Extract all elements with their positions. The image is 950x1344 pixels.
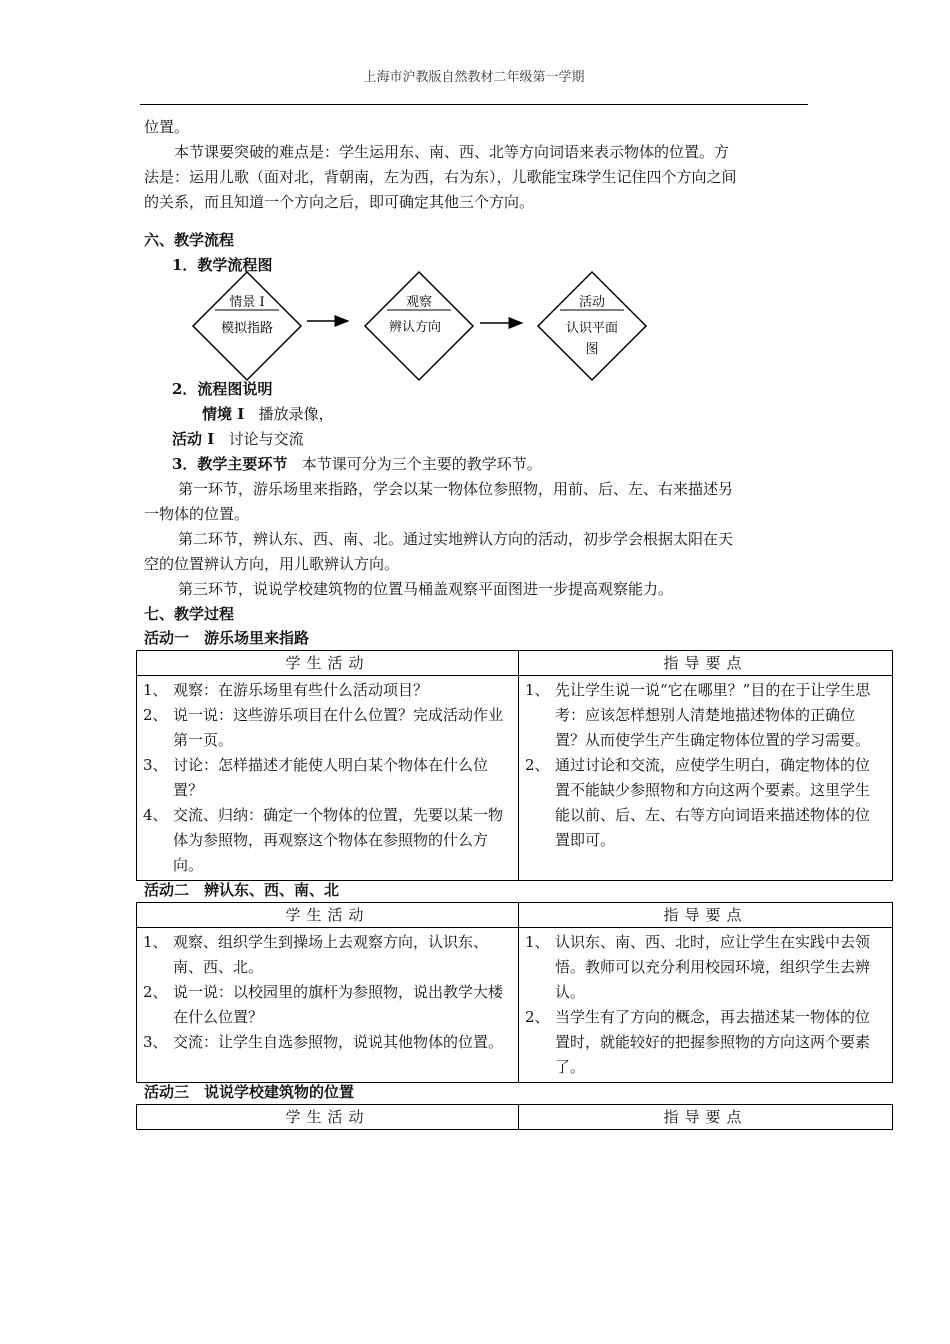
- flowchart-explain-heading: 2．流程图说明: [172, 380, 273, 398]
- step-2-line-1: 第二环节，辨认东、西、南、北。通过实地辨认方向的活动，初步学会根据太阳在天: [178, 530, 734, 548]
- activity-1-student-cell: [137, 676, 519, 881]
- activity-2-col-student: 学生活动: [137, 903, 519, 928]
- flow-node-1-top: 情景 I: [229, 295, 265, 310]
- activity-3-col-student: 学生活动: [137, 1105, 519, 1130]
- list-item: 2、 通过讨论和交流，应使学生明白，确定物体的位置不能缺少参照物和方向这两个要素。这里学生能以前、后、左、右等方向词语来描述物体的位置即可。: [525, 756, 871, 849]
- step-2-line-2: 空的位置辨认方向，用儿歌辨认方向。: [144, 555, 400, 573]
- main-steps: [172, 454, 542, 474]
- list-item: 2、 说一说：这些游乐项目在什么位置？完成活动作业第一页。: [143, 706, 504, 749]
- teaching-flowchart: [185, 268, 655, 384]
- flow-node-3: [538, 272, 646, 380]
- main-steps-heading: 3．教学主要环节: [172, 455, 288, 473]
- flow-node-3-top: 活动: [578, 295, 606, 310]
- flow-node-2: [365, 272, 473, 380]
- activity-3-col-guide: 指导要点: [519, 1105, 893, 1130]
- list-item: 2、 当学生有了方向的概念，再去描述某一物体的位置时，就能较好的把握参照物的方向这两个要素了。: [525, 1008, 871, 1076]
- activity-1-col-guide: 指导要点: [519, 651, 893, 676]
- flow-desc-1: [202, 404, 334, 424]
- flow-desc-1-label: 情境 I: [202, 405, 245, 423]
- section6-title: 六、教学流程: [144, 231, 235, 249]
- list-item: 3、 讨论：怎样描述才能使人明白某个物体在什么位置？: [143, 756, 489, 799]
- flow-node-1-bottom: 模拟指路: [220, 321, 274, 336]
- flowchart-heading: 1．教学流程图: [172, 256, 273, 274]
- activity-1-title: 活动一 游乐场里来指路: [144, 629, 310, 647]
- flow-node-3-bottom: 认识平面: [565, 321, 619, 336]
- activity-2-student-cell: [137, 928, 519, 1083]
- list-item: 1、 观察：在游乐场里有些什么活动项目？: [143, 681, 429, 699]
- list-item: 3、 交流：让学生自选参照物，说说其他物体的位置。: [143, 1033, 504, 1051]
- flow-node-1: [193, 272, 301, 380]
- intro-line-3: 法是：运用儿歌（面对北，背朝南，左为西，右为东），儿歌能宝珠学生记住四个方向之间: [144, 168, 737, 186]
- flow-node-2-bottom: 辨认方向: [388, 320, 442, 335]
- flow-desc-2: [172, 429, 304, 449]
- flow-node-2-top: 观察: [405, 295, 433, 310]
- list-item: 4、 交流、归纳：确定一个物体的位置，先要以某一物体为参照物，再观察这个物体在参照物的什么方向。: [143, 806, 504, 874]
- flow-desc-2-label: 活动 I: [172, 430, 215, 448]
- activity-3-title: 活动三 说说学校建筑物的位置: [144, 1083, 355, 1101]
- main-steps-text: 本节课可分为三个主要的教学环节。: [301, 455, 542, 473]
- list-item: 1、 先让学生说一说“它在哪里？”目的在于让学生思考：应该怎样想别人清楚地描述物体的正确位置？从而使学生产生确定物体位置的学习需要。: [525, 681, 871, 749]
- list-item: 1、 认识东、南、西、北时，应让学生在实践中去领悟。教师可以充分利用校园环境，组织学生去辨认。: [525, 933, 871, 1001]
- section7-title: 七、教学过程: [144, 605, 235, 623]
- page-header: 上海市沪教版自然教材二年级第一学期: [363, 70, 585, 85]
- step-3-line: 第三环节，说说学校建筑物的位置马桶盖观察平面图进一步提高观察能力。: [178, 580, 674, 598]
- intro-line-2: 本节课要突破的难点是：学生运用东、南、西、北等方向词语来表示物体的位置。方: [174, 143, 730, 161]
- activity-1-col-student: 学生活动: [137, 651, 519, 676]
- activity-1-guide-cell: [519, 676, 893, 881]
- intro-line-4: 的关系，而且知道一个方向之后，即可确定其他三个方向。: [144, 193, 535, 211]
- flow-desc-2-text: 讨论与交流: [228, 430, 304, 448]
- activity-2-guide-cell: [519, 928, 893, 1083]
- activity-2-title: 活动二 辨认东、西、南、北: [144, 881, 340, 899]
- list-item: 2、 说一说：以校园里的旗杆为参照物，说出教学大楼在什么位置？: [143, 983, 504, 1026]
- flow-desc-1-text: 播放录像，: [258, 405, 334, 423]
- list-item: 1、 观察、组织学生到操场上去观察方向，认识东、南、西、北。: [143, 933, 489, 976]
- activity-2-col-guide: 指导要点: [519, 903, 893, 928]
- step-1-line-1: 第一环节，游乐场里来指路，学会以某一物体位参照物，用前、后、左、右来描述另: [178, 480, 734, 498]
- intro-line-1: 位置。: [144, 118, 190, 136]
- step-1-line-2: 一物体的位置。: [144, 505, 250, 523]
- activity-3-table: [136, 1104, 893, 1130]
- activity-2-table: [136, 902, 893, 1083]
- header-divider: [140, 104, 808, 105]
- flow-node-3-bottom-2: 图: [585, 342, 599, 357]
- activity-1-table: [136, 650, 893, 881]
